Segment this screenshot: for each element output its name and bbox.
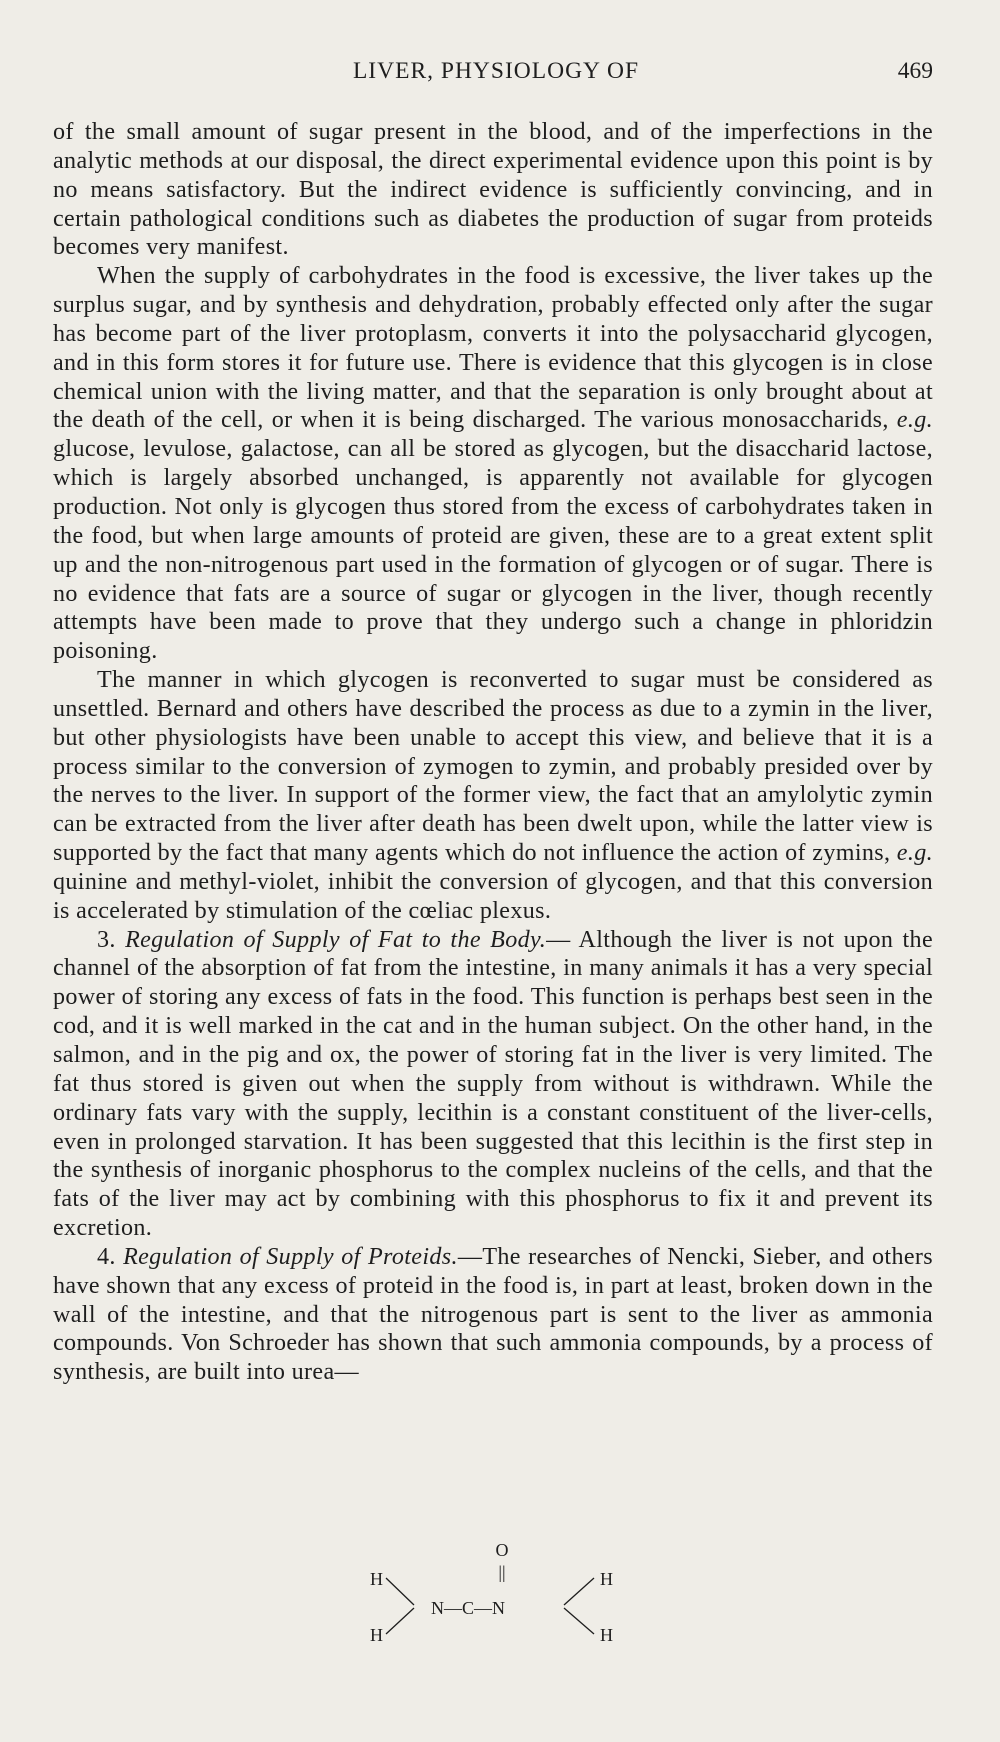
section-text: —The researches of Nencki, Sieber, and others have shown that any excess of proteid in the food is, in part at least, broken down in the wall of the intestine, and that the nitrogenous part is sent to the liver as ammonia compounds. Von Schroeder has shown that such ammonia compounds, by a process of synthesis, are built into urea— — [53, 1243, 933, 1386]
formula-chain: N—C—N — [430, 1598, 506, 1618]
paragraph-continued — [53, 118, 933, 262]
body-text — [53, 118, 933, 1387]
abbreviation-eg: e.g. — [896, 840, 933, 867]
section-number: 3. — [97, 926, 116, 953]
section-number: 4. — [97, 1243, 116, 1270]
formula-hydrogen: H — [600, 1569, 613, 1589]
formula-hydrogen: H — [600, 1625, 613, 1645]
paragraph-text: of the small amount of sugar present in the blood, and of the imperfections in the analytic methods at our disposal, the direct experimental evidence upon this point is by no means satisfactory. But the indirect evidence is sufficiently convincing, and in certain pathological conditions such as diabetes the production of sugar from proteids becomes very manifest. — [53, 119, 933, 261]
abbreviation-eg: e.g. — [896, 407, 933, 434]
formula-double-bond: || — [498, 1562, 506, 1582]
paragraph-text: When the supply of carbohydrates in the food is excessive, the liver takes up the surplus sugar, and by synthesis and dehydration, probably effected only after the sugar has become part of the liver protoplasm, converts it into the polysaccharid glycogen, and in this form stores it for future use. There is evidence that this glycogen is in close chemical union with the living matter, and that the separation is only brought about at the death of the cell, or when it is being discharged. The various monosaccharids, — [53, 263, 933, 434]
bond-line — [564, 1578, 594, 1605]
bond-line — [564, 1608, 594, 1634]
paragraph-glycogen-storage — [53, 262, 933, 666]
paragraph-glycogen-reconversion — [53, 666, 933, 926]
section-heading: Regulation of Supply of Fat to the Body. — [125, 926, 547, 953]
page-number: 469 — [897, 58, 933, 84]
paragraph-text-continued: quinine and methyl-violet, inhibit the conversion of glycogen, and that this conversion is accelerated by stimulation of the cœliac plexus. — [53, 868, 933, 924]
running-title: LIVER, PHYSIOLOGY OF — [352, 58, 640, 84]
bond-line — [386, 1608, 414, 1634]
section-fat-regulation — [53, 926, 933, 1243]
bond-line — [386, 1578, 414, 1605]
section-proteid-regulation — [53, 1243, 933, 1387]
formula-hydrogen: H — [370, 1569, 383, 1589]
section-heading: Regulation of Supply of Proteids. — [123, 1243, 458, 1270]
paragraph-text-continued: glucose, levulose, galactose, can all be stored as glycogen, but the disaccharid lactose, which is largely absorbed unchanged, is apparently not available for glycogen production. Not only is glycogen thus stored from the excess of carbohydrates taken in the food, but when large amounts of proteid are given, these are to a great extent split up and the non-nitrogenous part used in the formation of glycogen or of sugar. There is no evidence that fats are a source of sugar or glycogen in the liver, though recently attempts have been made to prove that they undergo such a change in phloridzin poisoning. — [53, 436, 933, 665]
running-header — [55, 58, 937, 98]
urea-formula-drawing — [370, 1538, 630, 1648]
section-text: — Although the liver is not upon the channel of the absorption of fat from the intestine, in many animals it has a very special power of storing any excess of fats in the food. This function is perhaps best seen in the cod, and it is well marked in the cat and in the human subject. On the other hand, in the salmon, and in the pig and ox, the power of storing fat in the liver is very limited. The fat thus stored is given out when the supply from without is withdrawn. While the ordinary fats vary with the supply, lecithin is a constant constituent of the liver-cells, even in prolonged starvation. It has been suggested that this lecithin is the first step in the synthesis of inorganic phosphorus to the complex nucleins of the cells, and that the fats of the liver may act by combining with this phosphorus to fix it and prevent its excretion. — [53, 926, 933, 1242]
formula-hydrogen: H — [370, 1625, 383, 1645]
urea-structural-formula — [370, 1538, 630, 1648]
formula-oxygen: O — [495, 1540, 509, 1560]
paragraph-text: The manner in which glycogen is reconverted to sugar must be considered as unsettled. Bernard and others have described the process as due to a zymin in the liver, but other physiologists have been unable to accept this view, and believe that it is a process similar to the conversion of zymogen to zymin, and probably presided over by the nerves to the liver. In support of the former view, the fact that an amylolytic zymin can be extracted from the liver after death has been dwelt upon, while the latter view is supported by the fact that many agents which do not influence the action of zymins, — [53, 667, 933, 867]
